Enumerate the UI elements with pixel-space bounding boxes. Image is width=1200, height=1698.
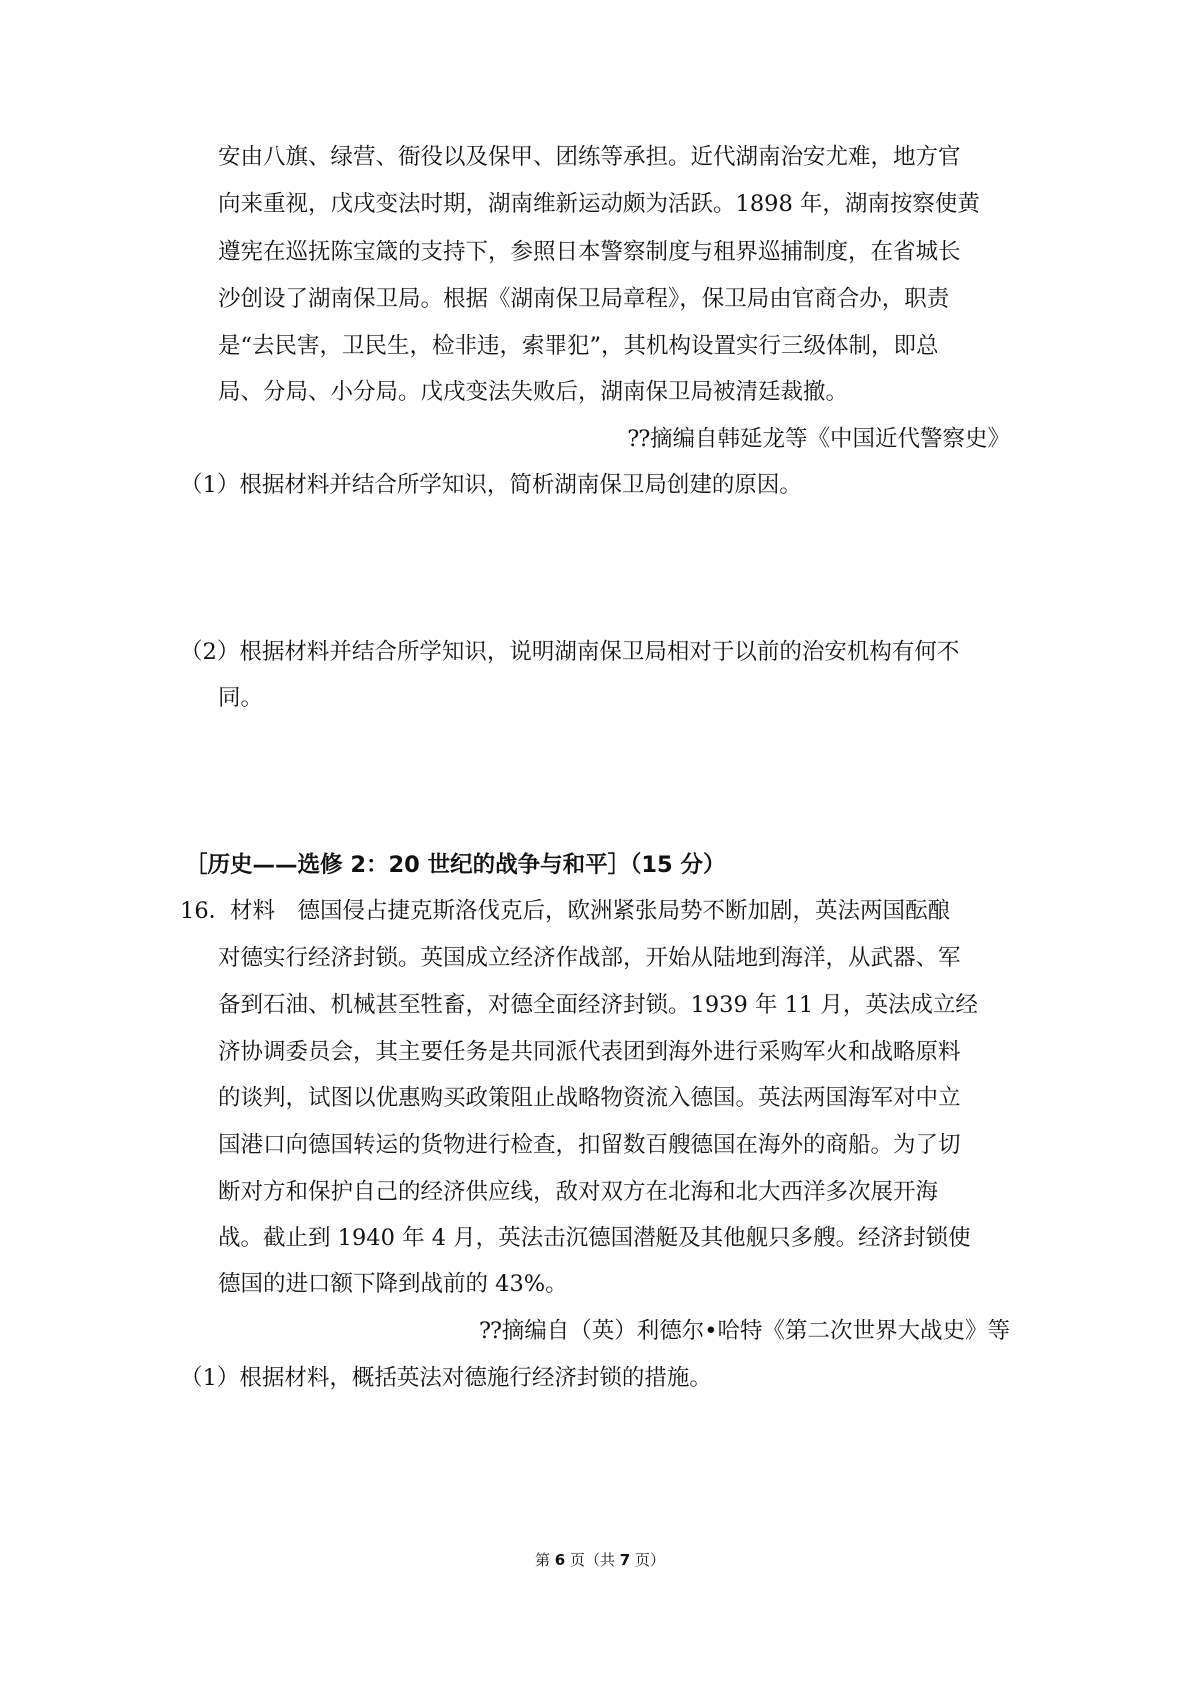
footer-middle: 页（共: [565, 1551, 620, 1569]
material-line: 局、分局、小分局。戊戌变法失败后，湖南保卫局被清廷裁撤。: [218, 379, 849, 405]
material-line: 断对方和保护自己的经济供应线，敌对双方在北海和北大西洋多次展开海: [218, 1179, 939, 1205]
material-line: 备到石油、机械甚至牲畜，对德全面经济封锁。1939 年 11 月，英法成立经: [218, 992, 978, 1018]
material-line: 德国的进口额下降到战前的 43%。: [218, 1271, 568, 1297]
material-source: ⁇摘编自（英）利德尔•哈特《第二次世界大战史》等: [479, 1318, 1010, 1344]
question-15-1: （1）根据材料并结合所学知识，简析湖南保卫局创建的原因。: [180, 472, 802, 498]
question-15-2: （2）根据材料并结合所学知识，说明湖南保卫局相对于以前的治安机构有何不: [180, 639, 960, 665]
material-line: 战。截止到 1940 年 4 月，英法击沉德国潜艇及其他舰只多艘。经济封锁使: [218, 1225, 971, 1251]
material-line: 遵宪在巡抚陈宝箴的支持下，参照日本警察制度与租界巡捕制度，在省城长: [218, 239, 961, 265]
section-heading: ［历史——选修 2：20 世纪的战争与和平］（15 分）: [185, 852, 726, 878]
question-16-first-line: 材料 德国侵占捷克斯洛伐克后，欧洲紧张局势不断加剧，英法两国酝酿: [230, 898, 951, 924]
material-line: 对德实行经济封锁。英国成立经济作战部，开始从陆地到海洋，从武器、军: [218, 945, 961, 971]
material-line: 是“去民害，卫民生，检非违，索罪犯”，其机构设置实行三级体制，即总: [218, 333, 939, 359]
material-line: 国港口向德国转运的货物进行检查，扣留数百艘德国在海外的商船。为了切: [218, 1132, 961, 1158]
material-line: 安由八旗、绿营、衙役以及保甲、团练等承担。近代湖南治安尤难，地方官: [218, 144, 961, 170]
question-15-2-continued: 同。: [218, 685, 264, 711]
question-16-number: 16．: [180, 898, 232, 924]
footer-suffix: 页）: [630, 1551, 665, 1569]
page-footer: [0, 1550, 1200, 1570]
material-source: ⁇摘编自韩延龙等《中国近代警察史》: [628, 426, 1010, 452]
page-number: 6: [554, 1551, 566, 1569]
question-16-1: （1）根据材料，概括英法对德施行经济封锁的措施。: [180, 1365, 712, 1391]
material-line: 向来重视，戊戌变法时期，湖南维新运动颇为活跃。1898 年，湖南按察使黄: [218, 191, 980, 217]
material-line: 的谈判，试图以优惠购买政策阻止战略物资流入德国。英法两国海军对中立: [218, 1085, 961, 1111]
material-line: 济协调委员会，其主要任务是共同派代表团到海外进行采购军火和战略原料: [218, 1039, 961, 1065]
material-line: 沙创设了湖南保卫局。根据《湖南保卫局章程》，保卫局由官商合办，职责: [218, 286, 950, 312]
footer-prefix: 第: [535, 1551, 555, 1569]
page-total: 7: [619, 1551, 631, 1569]
